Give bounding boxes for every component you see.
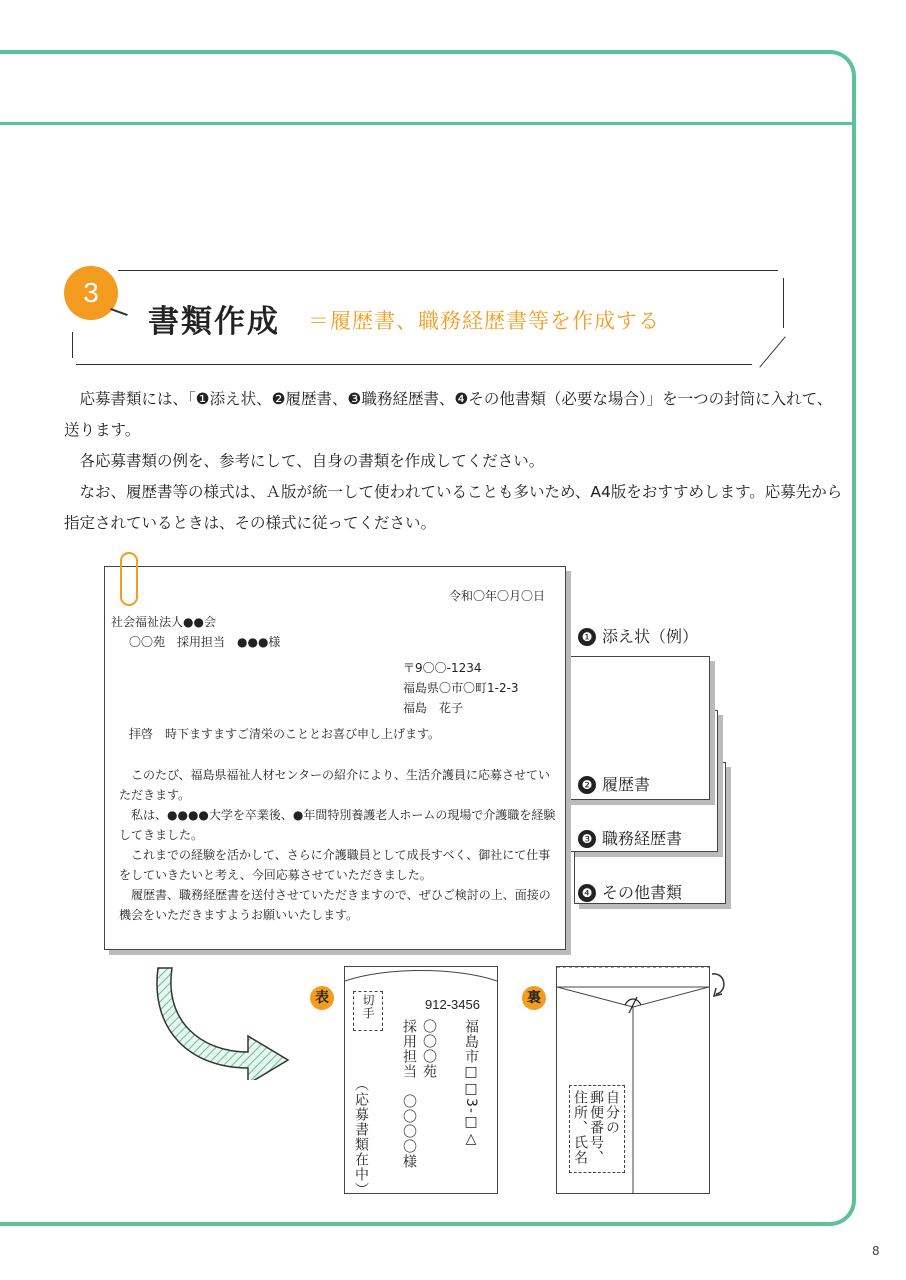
letter-sender-zip: 〒9〇〇-1234	[403, 661, 482, 675]
intro-paragraph-3: なお、履歴書等の様式は、Ａ版が統一して使われていることも多いため、A4版をおすすめします。応募先から指定されているときは、その様式に従ってください。	[64, 483, 843, 532]
intro-paragraph-1: 応募書類には、「❶添え状、❷履歴書、❸職務経歴書、❹その他書類（必要な場合）」を一つの封筒に入れて、送ります。	[64, 390, 833, 439]
num-badge: ❷	[578, 776, 596, 794]
label-other-documents: ❹ その他書類	[578, 880, 682, 903]
letter-body-2: 私は、●●●●大学を卒業後、●年間特別養護老人ホームの現場で介護職を経験してきました。	[119, 808, 556, 842]
letter-recipient-org: 社会福祉法人●●会	[111, 615, 216, 629]
label-career-history: ❸ 職務経歴書	[578, 826, 682, 849]
envelope-back	[556, 966, 710, 1194]
cover-letter	[104, 566, 566, 950]
intro-paragraph-2: 各応募書類の例を、参考にして、自身の書類を作成してください。	[64, 452, 545, 470]
front-badge: 表	[310, 986, 334, 1010]
letter-body	[119, 765, 559, 925]
letter-body-1: このたび、福島県福祉人材センターの紹介により、生活介護員に応募させていただきます。	[119, 768, 551, 802]
letter-greeting: 拝啓 時下ますますご清栄のこととお喜び申し上げます。	[129, 727, 441, 741]
intro-text	[64, 384, 844, 539]
letter-date: 令和〇年〇月〇日	[448, 589, 545, 603]
envelope-zip: 912-3456	[425, 997, 480, 1012]
flip-arrow-icon	[708, 970, 736, 1000]
envelope-address: 福島市□□3-□△	[463, 1019, 479, 1148]
envelope-flap-edge	[345, 967, 497, 989]
back-badge: 裏	[522, 986, 546, 1010]
header-tick-right	[783, 278, 784, 328]
letter-body-4: 履歴書、職務経歴書を送付させていただきますので、ぜひご検討の上、面接の機会をいただきますようお願いいたします。	[119, 888, 551, 922]
letter-recipient-person: 〇〇苑 採用担当 ●●●様	[129, 635, 281, 649]
paper-clip-icon	[120, 552, 138, 606]
letter-sender-name: 福島 花子	[403, 701, 464, 715]
num-badge: ❶	[578, 628, 596, 646]
envelope-front	[344, 966, 498, 1197]
sender-line-2: 郵便番号、	[588, 1090, 604, 1165]
header-line-top	[118, 270, 778, 271]
curved-arrow-icon	[150, 960, 300, 1080]
num-badge: ❹	[578, 884, 596, 902]
letter-body-3: これまでの経験を活かして、さらに介護職員として成長すべく、御社にて仕事をしていきたいと考え、今回応募させていただきました。	[119, 848, 551, 882]
top-band	[0, 122, 852, 125]
sender-line-3: 住所、氏名	[572, 1090, 588, 1165]
stamp-label: 切手	[361, 994, 375, 1020]
label-cover-letter: ❶ 添え状（例）	[578, 624, 698, 647]
sender-info-box	[569, 1085, 625, 1173]
section-subtitle: ＝履歴書、職務経歴書等を作成する	[308, 309, 660, 333]
stamp-box	[353, 991, 383, 1031]
page-number: 8	[872, 1244, 880, 1258]
envelope-dept: 採用担当 〇〇〇〇様	[401, 1019, 417, 1169]
header-tick-left	[72, 332, 73, 358]
label-resume: ❷ 履歴書	[578, 772, 650, 795]
envelope-note: （応募書類在中）	[353, 1077, 369, 1197]
section-title: 書類作成	[148, 304, 280, 340]
letter-sender-address: 福島県〇市〇町1-2-3	[403, 681, 519, 695]
header-line-bottom	[76, 364, 752, 365]
sender-line-1: 自分の	[604, 1090, 620, 1135]
envelope-org: 〇〇〇苑	[421, 1019, 437, 1079]
section-number-badge: 3	[64, 266, 118, 320]
num-badge: ❸	[578, 830, 596, 848]
